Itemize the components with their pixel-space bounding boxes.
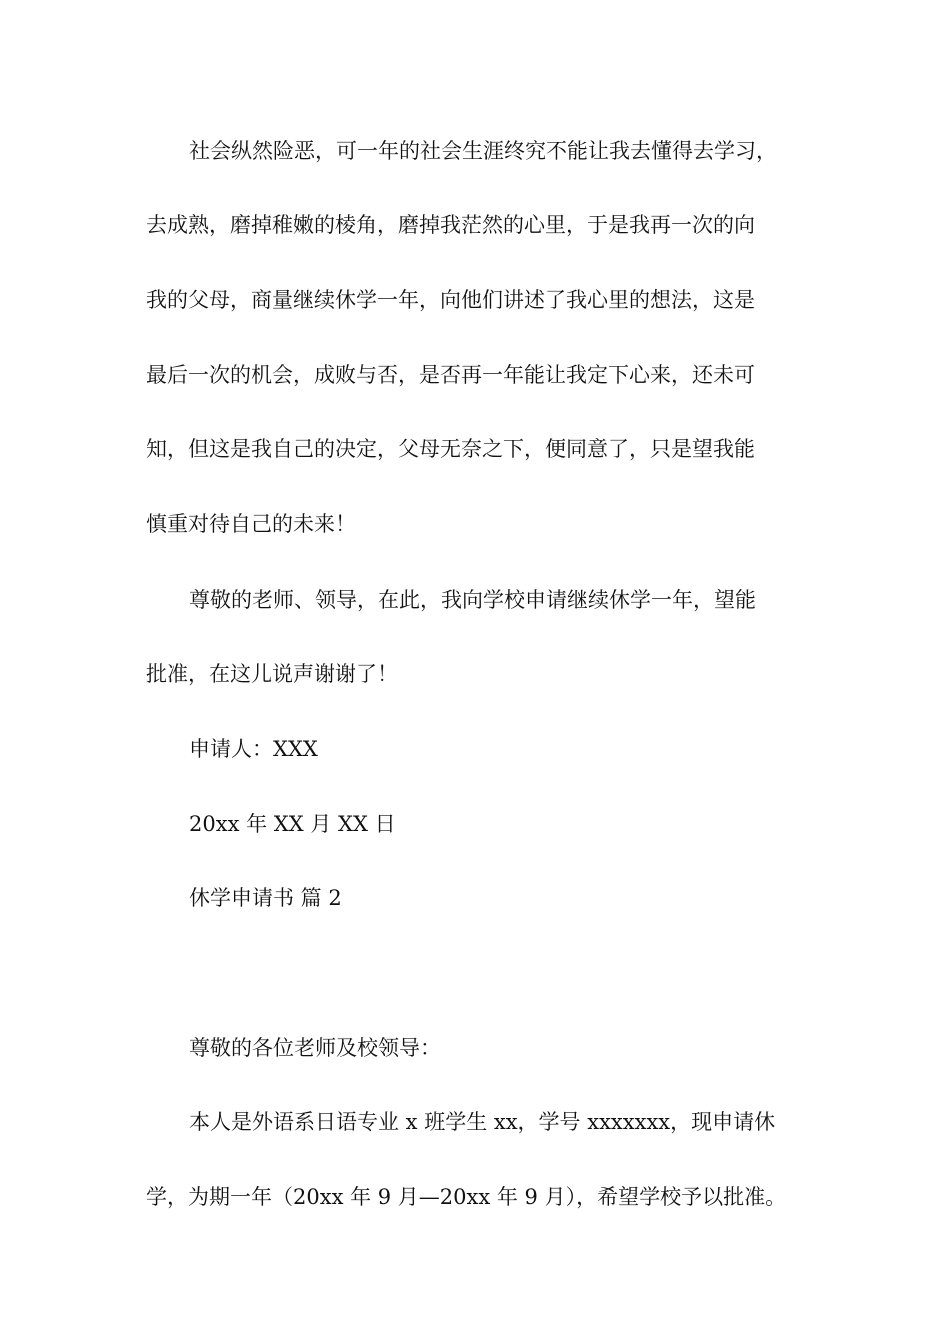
paragraph-line: 学，为期一年（20xx 年 9 月—20xx 年 9 月），希望学校予以批准。 [146,1185,787,1209]
date-line: 20xx 年 XX 月 XX 日 [189,812,396,836]
paragraph-line: 本人是外语系日语专业 x 班学生 xx，学号 xxxxxxx，现申请休 [189,1110,776,1134]
paragraph-line: 尊敬的老师、领导，在此，我向学校申请继续休学一年，望能 [189,588,756,612]
paragraph-line: 知，但这是我自己的决定，父母无奈之下，便同意了，只是望我能 [146,437,755,461]
paragraph-line: 去成熟，磨掉稚嫩的棱角，磨掉我茫然的心里，于是我再一次的向 [146,213,755,237]
paragraph-line: 批准，在这儿说声谢谢了！ [146,662,398,686]
section-title: 休学申请书 篇 2 [189,886,342,910]
paragraph-line: 社会纵然险恶，可一年的社会生涯终究不能让我去懂得去学习， [189,139,777,163]
paragraph-line: 最后一次的机会，成败与否，是否再一年能让我定下心来，还未可 [146,363,755,387]
applicant-line: 申请人：XXX [189,737,318,761]
paragraph-line: 慎重对待自己的未来！ [146,512,356,536]
salutation-line: 尊敬的各位老师及校领导： [189,1036,441,1060]
paragraph-line: 我的父母，商量继续休学一年，向他们讲述了我心里的想法，这是 [146,288,755,312]
